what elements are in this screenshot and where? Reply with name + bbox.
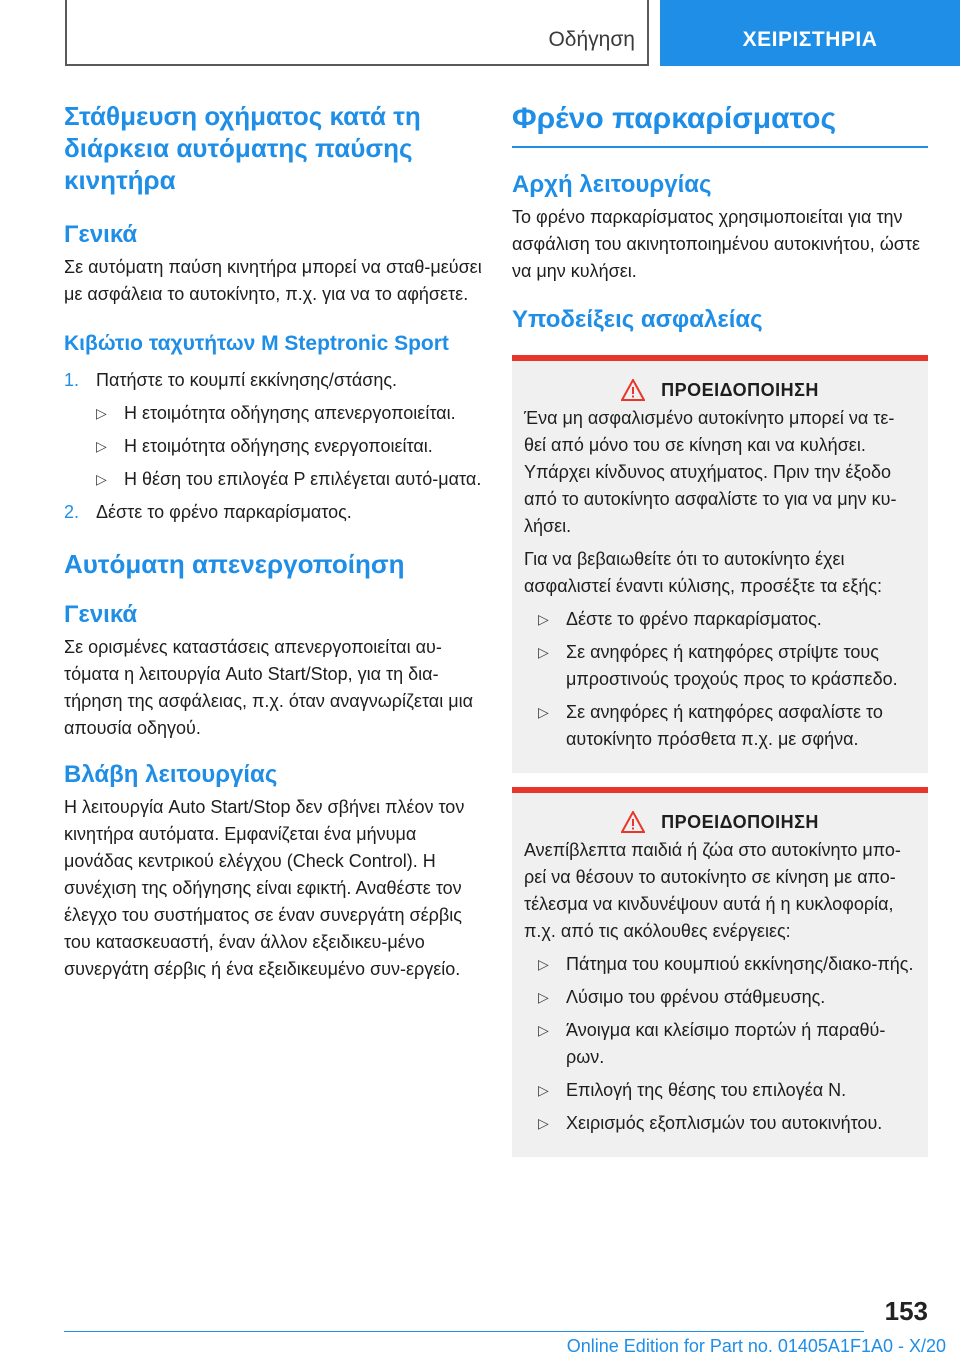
bullet-item: ▷ Σε ανηφόρες ή κατηφόρες ασφαλίστε το αυτοκίνητο πρόσθετα π.χ. με σφήνα. — [538, 699, 916, 753]
bullet-item: ▷ Χειρισμός εξοπλισμών του αυτοκινήτου. — [538, 1110, 916, 1137]
right-title: Φρένο παρκαρίσματος — [512, 100, 928, 148]
warning-triangle-icon — [621, 379, 645, 401]
general-text: Σε αυτόματη παύση κινητήρα μπορεί να σταθ-μεύσει με ασφάλεια το αυτοκίνητο, π.χ. για να το αφήσετε. — [64, 257, 482, 304]
general-heading-2: Γενικά — [64, 601, 138, 628]
triangle-right-icon: ▷ — [538, 956, 549, 972]
principle-text: Το φρένο παρκαρίσματος χρησιμοποιείται για την ασφάλιση του ακινητοποιημένου αυτοκινήτου, ώστε να μην κυλήσει. — [512, 207, 921, 281]
step-number: 2. — [64, 502, 80, 522]
fault-text: Η λειτουργία Auto Start/Stop δεν σβήνει πλέον τον κινητήρα αυτόματα. Εμφανίζεται ένα μήνυμα μονάδας κεντρικού ελέγχου (Check Control). Η συνέχιση της οδήγησης είναι εφικτή. Αναθέστε τον έλεγχο του συστήματος σε έναν συνεργάτη σέρβις του κατασκευαστή, έναν άλλον εξειδικευ-μένο συνεργάτη σέρβις ή ένα εξειδικευμένο συν-εργείο. — [64, 797, 465, 979]
bullet-item: ▷ Λύσιμο του φρένου στάθμευσης. — [538, 984, 916, 1011]
step-number: 1. — [64, 370, 80, 390]
left-column — [64, 100, 488, 983]
triangle-right-icon: ▷ — [96, 438, 107, 454]
warning-triangle-icon — [621, 811, 645, 833]
sub-bullet-item: ▷ Η θέση του επιλογέα P επιλέγεται αυτό-ματα. — [96, 466, 488, 493]
warning-header — [524, 811, 916, 833]
warning-label: ΠΡΟΕΙΔΟΠΟΙΗΣΗ — [661, 811, 819, 832]
step-text: Πατήστε το κουμπί εκκίνησης/στάσης. — [96, 370, 398, 390]
steps-list — [64, 367, 488, 526]
warning-box-2 — [512, 787, 928, 1157]
chapter-tab[interactable] — [65, 0, 649, 66]
warning-bullets — [538, 606, 916, 753]
right-column — [512, 100, 928, 1157]
bullet-item: ▷ Πάτημα του κουμπιού εκκίνησης/διακο-πής. — [538, 951, 916, 978]
triangle-right-icon: ▷ — [96, 471, 107, 487]
footer-edition: Online Edition for Part no. 01405A1F1A0 - X/20 — [566, 1336, 946, 1356]
warning-text: Για να βεβαιωθείτε ότι το αυτοκίνητο έχει ασφαλιστεί έναντι κύλισης, προσέξτε τα εξής: — [524, 549, 883, 596]
bullet-item: ▷ Άνοιγμα και κλείσιμο πορτών ή παραθύ-ρων. — [538, 1017, 916, 1071]
step-item — [64, 499, 488, 526]
general-heading: Γενικά — [64, 221, 138, 248]
step-text: Δέστε το φρένο παρκαρίσματος. — [96, 502, 352, 522]
triangle-right-icon: ▷ — [538, 1022, 549, 1038]
sub-bullet-list — [96, 400, 488, 493]
sub-bullet-item: ▷ Η ετοιμότητα οδήγησης ενεργοποιείται. — [96, 433, 488, 460]
triangle-right-icon: ▷ — [538, 989, 549, 1005]
gearbox-heading: Κιβώτιο ταχυτήτων M Steptronic Sport — [64, 332, 449, 355]
warning-header — [524, 379, 916, 401]
triangle-right-icon: ▷ — [538, 644, 549, 660]
triangle-right-icon: ▷ — [538, 1082, 549, 1098]
triangle-right-icon: ▷ — [538, 611, 549, 627]
triangle-right-icon: ▷ — [538, 1115, 549, 1131]
bullet-item: ▷ Επιλογή της θέσης του επιλογέα N. — [538, 1077, 916, 1104]
warning-text: Ένα μη ασφαλισμένο αυτοκίνητο μπορεί να τε-θεί από μόνο του σε κίνηση και να κυλήσει. Υπάρχει κίνδυνος ατυχήματος. Πριν την έξοδο από το αυτοκίνητο ασφαλίστε το για να μην κυ-λήσει. — [524, 408, 897, 536]
warning-text: Ανεπίβλεπτα παιδιά ή ζώα στο αυτοκίνητο μπο-ρεί να θέσουν το αυτοκίνητο σε κίνηση με απο-τέλεσμα να κινδυνέψουν αυτά ή η κυκλοφορία, π.χ. από τις ακόλουθες ενέργειες: — [524, 840, 901, 941]
step-item — [64, 367, 488, 493]
sub-bullet-item: ▷ Η ετοιμότητα οδήγησης απενεργοποιείται. — [96, 400, 488, 427]
principle-heading: Αρχή λειτουργίας — [512, 171, 712, 198]
bullet-item: ▷ Σε ανηφόρες ή κατηφόρες στρίψτε τους μπροστινούς τροχούς προς το κράσπεδο. — [538, 639, 916, 693]
page-header — [0, 0, 960, 66]
chapter-label: Οδήγηση — [548, 28, 635, 51]
general-text-2: Σε ορισμένες καταστάσεις απενεργοποιείται αυ-τόματα η λειτουργία Auto Start/Stop, για τη δια-τήρηση της ασφάλειας, π.χ. όταν αναγνωρίζεται μια απουσία οδηγού. — [64, 637, 473, 738]
triangle-right-icon: ▷ — [538, 704, 549, 720]
footer-divider — [64, 1331, 864, 1332]
warning-box — [512, 355, 928, 773]
section-label: ΧΕΙΡΙΣΤΗΡΙΑ — [742, 28, 878, 51]
left-title: Στάθμευση οχήματος κατά τη διάρκεια αυτόματης παύσης κινητήρα — [64, 101, 421, 195]
safety-heading: Υποδείξεις ασφαλείας — [512, 306, 763, 333]
section-tab[interactable] — [660, 0, 960, 66]
triangle-right-icon: ▷ — [96, 405, 107, 421]
bullet-item: ▷ Δέστε το φρένο παρκαρίσματος. — [538, 606, 916, 633]
warning-label: ΠΡΟΕΙΔΟΠΟΙΗΣΗ — [661, 379, 819, 400]
fault-heading: Βλάβη λειτουργίας — [64, 761, 278, 788]
auto-off-heading: Αυτόματη απενεργοποίηση — [64, 549, 405, 579]
page-number: 153 — [884, 1296, 928, 1326]
warning-bullets — [538, 951, 916, 1137]
